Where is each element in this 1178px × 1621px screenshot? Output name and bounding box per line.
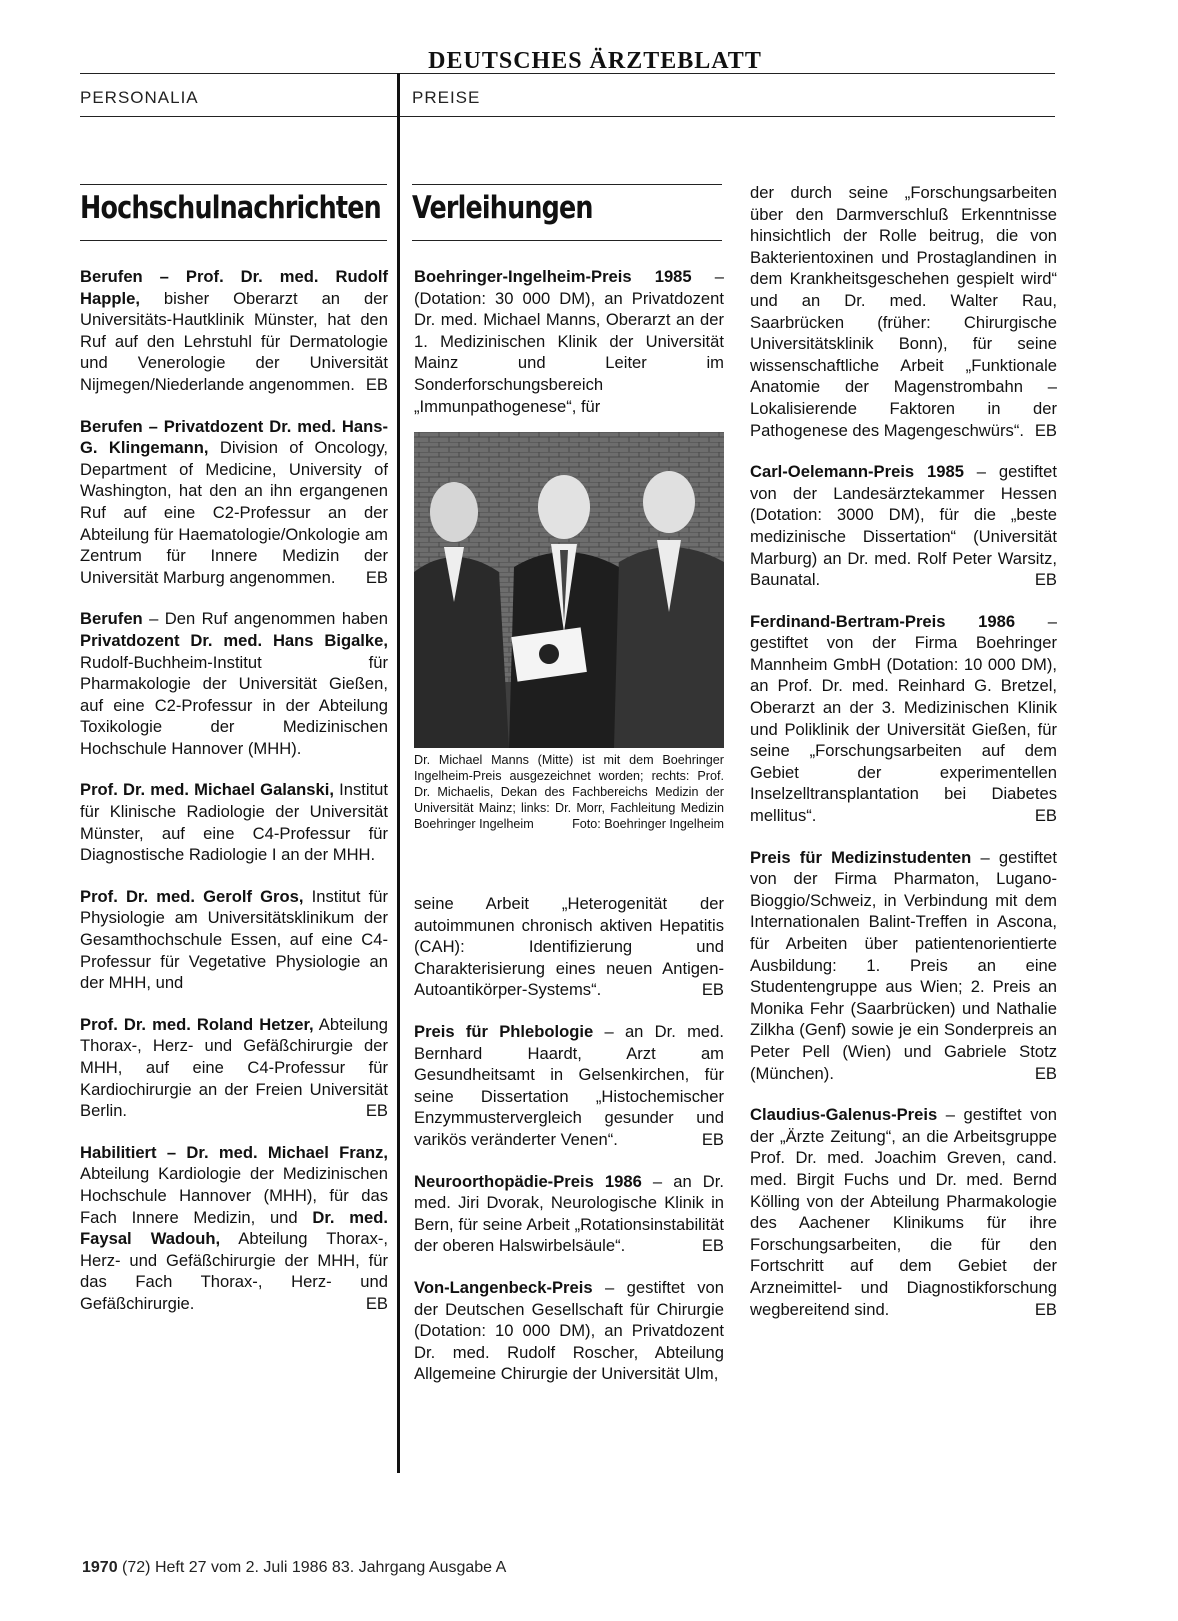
header-rule xyxy=(80,116,1055,117)
article-bertram: Ferdinand-Bertram-Preis 1986 – gestiftet von der Firma Boehringer Mannheim GmbH (Dotation: 10 000 DM), an Prof. Dr. med. Reinhard G. Bretzel, Oberarzt an der 3. Medizinischen Klinik und Poliklinik der Universität Gießen, für seine „Forschungsarbeiten auf dem Gebiet der experimentellen Inselzelltransplantation bei Diabetes mellitus“. EB xyxy=(750,611,1058,826)
issue-details: (72) Heft 27 vom 2. Juli 1986 83. Jahrgang Ausgabe A xyxy=(117,1559,507,1576)
page-footer xyxy=(82,1559,506,1577)
masthead: DEUTSCHES ÄRZTEBLATT xyxy=(428,48,762,74)
column-divider xyxy=(397,73,400,1473)
article-boehringer-continued: seine Arbeit „Heterogenität der autoimmunen chronisch aktiven Hepatitis (CAH): Identifizierung und Charakterisierung eines neuen Antigen-Autoantikörper-Systems“. EB xyxy=(414,894,724,1000)
article-happle: Berufen – Prof. Dr. med. Rudolf Happle, bisher Oberarzt an der Universitäts-Hautklinik Münster, hat den Ruf auf den Lehrstuhl für Dermatologie und Venerologie der Universität Nijmegen/Niederlande angenommen. EB xyxy=(80,267,388,394)
author-mark: EB xyxy=(365,1101,388,1121)
heading-rule-bottom-1 xyxy=(80,240,387,241)
column-2-top xyxy=(414,266,724,437)
column-2-bottom xyxy=(414,893,724,1405)
article-medizinstudenten: Preis für Medizinstudenten – gestiftet von der Firma Pharmaton, Lugano-Bioggio/Schweiz, in Verbindung mit dem Internationalen Balint-Treffen in Ascona, für Arbeiten über patientenorientierte Ausbildung: 1. Preis an eine Studentengruppe aus Wien; 2. Preis an Monika Fehr (Saarbrücken) und Nathalie Zilkha (Genf) sowie je ein Sonderpreis an Peter Pell (Wien) und Gabriele Stotz (München). EB xyxy=(750,847,1057,1083)
article-galanski: Prof. Dr. med. Michael Galanski, Institut für Klinische Radiologie der Universität Münster, auf eine C4-Professur für Diagnostische Radiologie I an der MHH. xyxy=(80,780,388,865)
author-mark: EB xyxy=(1034,570,1057,590)
photo-credit: Foto: Boehringer Ingelheim xyxy=(572,817,724,831)
article-bigalke: Berufen – Den Ruf angenommen haben Privatdozent Dr. med. Hans Bigalke, Rudolf-Buchheim-Institut für Pharmakologie der Universität Gießen, auf eine C2-Professur in der Abteilung Toxikologie der Medizinischen Hochschule Hannover (MHH). xyxy=(80,609,388,758)
heading-rule-top-2 xyxy=(412,184,722,185)
author-mark: EB xyxy=(1034,1063,1057,1083)
author-mark: EB xyxy=(365,374,388,394)
author-mark: EB xyxy=(1034,420,1057,440)
column-3 xyxy=(750,182,1057,1340)
author-mark: EB xyxy=(701,1129,724,1149)
article-langenbeck: Von-Langenbeck-Preis – gestiftet von der Deutschen Gesellschaft für Chirurgie (Dotation: 10 000 DM), an Privatdozent Dr. med. Rudolf Roscher, Abteilung Allgemeine Chirurgie der Universität Ulm, xyxy=(414,1277,724,1384)
page-number: 1970 xyxy=(82,1559,118,1576)
article-boehringer: Boehringer-Ingelheim-Preis 1985 – (Dotation: 30 000 DM), an Privatdozent Dr. med. Michael Manns, Oberarzt an der 1. Medizinischen Klinik der Universität Mainz und Leiter im Sonderforschungsbereich „Immunpathogenese“, für xyxy=(414,267,724,416)
article-oelemann: Carl-Oelemann-Preis 1985 – gestiftet von der Landesärztekammer Hessen (Dotation: 3000 DM), für die „beste medizinische Dissertation“ (Universität Marburg) an Dr. med. Rolf Peter Warsitz, Baunatal. EB xyxy=(750,462,1057,590)
heading-rule-bottom-2 xyxy=(412,240,722,241)
heading-rule-top-1 xyxy=(80,184,387,185)
column-1 xyxy=(80,266,388,1335)
author-mark: EB xyxy=(365,567,388,587)
author-mark: EB xyxy=(365,1293,388,1313)
author-mark: EB xyxy=(1034,1299,1057,1319)
article-langenbeck-continued: der durch seine „Forschungsarbeiten über den Darmverschluß Erkenntnisse hinsichtlich der Rolle beitrug, die von Bakterientoxinen und Prostaglandinen in dem Krankheitsgeschehen gespielt wird“ und an Dr. med. Walter Rau, Saarbrücken (früher: Chirurgische Universitätsklinik Bonn), für seine wissenschaftliche Arbeit „Funktionale Anatomie der Magenstrombahn – Lokalisierende Faktoren in der Pathogenese des Magengeschwürs“. EB xyxy=(750,183,1057,440)
author-mark: EB xyxy=(701,980,724,1000)
photo-caption: Dr. Michael Manns (Mitte) ist mit dem Boehringer Ingelheim-Preis ausgezeichnet worden; rechts: Prof. Dr. Michaelis, Dekan des Fachbereichs Medizin der Universität Mainz; links: Dr. Morr, Fachleitung Medizin Boehringer Ingelheim Foto: Boehringer Ingelheim xyxy=(414,753,724,831)
heading-hochschulnachrichten: Hochschulnachrichten xyxy=(80,190,381,226)
heading-verleihungen: Verleihungen xyxy=(412,190,593,226)
article-gros: Prof. Dr. med. Gerolf Gros, Institut für Physiologie am Universitätsklinikum der Gesamthochschule Essen, auf eine C4-Professur für Vegetative Physiologie an der MHH, und xyxy=(80,886,389,993)
masthead-rule xyxy=(80,73,1055,74)
section-label-right: PREISE xyxy=(412,88,481,107)
article-habilitiert: Habilitiert – Dr. med. Michael Franz, Abteilung Kardiologie der Medizinischen Hochschule Hannover (MHH), für das Fach Innere Medizin, und Dr. med. Faysal Wadouh, Abteilung Thorax-, Herz- und Gefäßchirurgie der MHH, für das Fach Thorax-, Herz- und Gefäßchirurgie. EB xyxy=(80,1142,388,1313)
article-klingemann: Berufen – Privatdozent Dr. med. Hans-G. Klingemann, Division of Oncology, Department of Medicine, University of Washington, hat den an ihn ergangenen Ruf auf eine C2-Professur an der Abteilung für Haematologie/Onkologie am Zentrum für Innere Medizin der Universität Marburg angenommen. EB xyxy=(80,416,388,587)
award-photo xyxy=(414,432,724,748)
article-phlebologie: Preis für Phlebologie – an Dr. med. Bernhard Haardt, Arzt am Gesundheitsamt in Gelsenkirchen, für seine Dissertation „Histochemischer Enzymmustervergleich gesunder und varikös veränderter Venen“. EB xyxy=(414,1021,724,1149)
author-mark: EB xyxy=(1034,806,1057,826)
article-galenus: Claudius-Galenus-Preis – gestiftet von der „Ärzte Zeitung“, an die Arbeitsgruppe Prof. Dr. med. Joachim Greven, cand. med. Birgit Fuchs und Dr. med. Bernd Kölling von der Abteilung Pharmakologie des Aachener Klinikums für ihre Forschungsarbeiten, die für den Fortschritt auf dem Gebiet der Arzneimittel- und Diagnostikforschung wegbereitend sind. EB xyxy=(750,1105,1057,1319)
section-label-left: PERSONALIA xyxy=(80,88,199,107)
photo-illustration xyxy=(414,432,724,748)
author-mark: EB xyxy=(701,1236,724,1256)
article-neuroorthopaedie: Neuroorthopädie-Preis 1986 – an Dr. med. Jiri Dvorak, Neurologische Klinik in Bern, für seine Arbeit „Rotationsinstabilität der oberen Halswirbelsäule“. EB xyxy=(414,1171,724,1256)
article-hetzer: Prof. Dr. med. Roland Hetzer, Abteilung Thorax-, Herz- und Gefäßchirurgie der MHH, auf eine C4-Professur für Kardiochirurgie an der Freien Universität Berlin. EB xyxy=(80,1014,388,1121)
